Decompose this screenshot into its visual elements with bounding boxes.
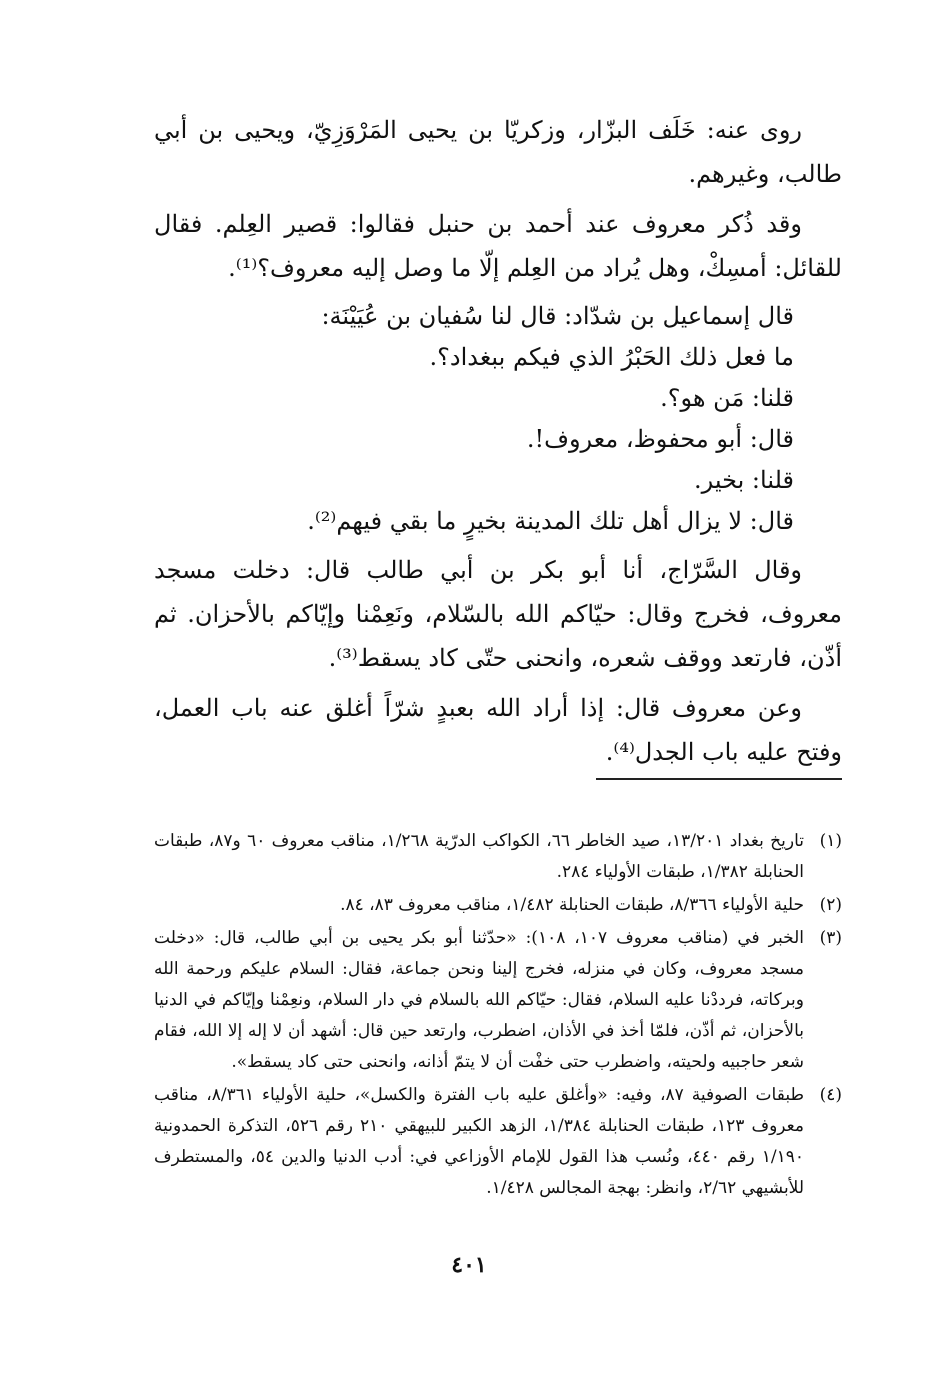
dialogue-line: قلنا: بخير. <box>694 466 794 494</box>
footnote <box>154 1080 842 1204</box>
paragraph-sarraj: وقال السَّرّاج، أنا أبو بكر بن أبي طالب قال: دخلت مسجد معروف، فخرج وقال: حيّاكم الله بالسّلام، ونَعِمْنا وإيّاكم بالأحزان. ثم أذّن، فارتعد ووقف شعره، وانحنى حتّى كاد يسقط⁽³⁾. <box>154 556 842 672</box>
main-text <box>154 108 842 780</box>
footnotes <box>154 826 842 1206</box>
footnote-number: (٣) <box>819 928 842 948</box>
dialogue-line: قال: لا يزال أهل تلك المدينة بخيرٍ ما بقي فيهم⁽²⁾. <box>307 507 794 535</box>
paragraph-narrators: روى عنه: خَلَف البزّار، وزكريّا بن يحيى المَرْوَزِيّ، ويحيى بن أبي طالب، وغيرهم. <box>154 116 842 188</box>
sufyan-dialogue <box>154 296 794 542</box>
paragraph-maruf-saying: وعن معروف قال: إذا أراد الله بعبدٍ شرّاً أغلق عنه باب العمل، وفتح عليه باب الجدل⁽⁴⁾. <box>154 694 842 766</box>
footnote-text: تاريخ بغداد ١٣/٢٠١، صيد الخاطر ٦٦، الكواكب الدرّية ١/٢٦٨، مناقب معروف ٦٠ و٨٧، طبقات الحنابلة ١/٣٨٢، طبقات الأولياء ٢٨٤. <box>154 831 805 882</box>
paragraph-ahmad-ibn-hanbal: وقد ذُكر معروف عند أحمد بن حنبل فقالوا: قصير العِلم. فقال للقائل: أمسِكْ، وهل يُراد من العِلم إلّا ما وصل إليه معروف؟⁽¹⁾. <box>154 210 842 282</box>
dialogue-line: قلنا: مَن هو؟. <box>660 384 794 412</box>
footnote <box>154 890 842 921</box>
footnote-separator <box>596 778 842 780</box>
dialogue-line: ما فعل ذلك الحَبْرُ الذي فيكم ببغداد؟. <box>429 343 794 371</box>
footnote-number: (٤) <box>819 1085 842 1105</box>
page-number: ٤٠١ <box>451 1252 487 1278</box>
footnote-text: حلية الأولياء ٨/٣٦٦، طبقات الحنابلة ١/٤٨٢، مناقب معروف ٨٣، ٨٤. <box>340 895 804 915</box>
footnote <box>154 826 842 888</box>
footnote <box>154 923 842 1078</box>
footnote-number: (١) <box>819 831 842 851</box>
footnote-text: الخبر في (مناقب معروف ١٠٧، ١٠٨): «حدّثنا أبو بكر يحيى بن أبي طالب، قال: «دخلت مسجد معروف، وكان في منزله، فخرج إلينا ونحن جماعة، فقال: السلام عليكم ورحمة الله وبركاته، فرددْنا عليه السلام، فقال: حيّاكم الله بالسلام في دار السلام، ونعِمْنا وإيّاكم في الدنيا بالأحزان، ثم أذّن، فلمّا أخذ في الأذان، اضطرب، وارتعد حين قال: أشهد أن لا إله إلا الله، فقام شعر حاجبيه ولحيته، واضطرب حتى خفْت أن لا يتمّ أذانه، وانحنى حتى كاد يسقط». <box>154 928 804 1072</box>
dialogue-line: قال إسماعيل بن شدّاد: قال لنا سُفيان بن عُيَيْنَة: <box>321 302 794 330</box>
dialogue-line: قال: أبو محفوظ، معروف!. <box>526 425 794 453</box>
footnote-number: (٢) <box>819 895 842 915</box>
footnote-text: طبقات الصوفية ٨٧، وفيه: «وأغلق عليه باب الفترة والكسل»، حلية الأولياء ٨/٣٦١، مناقب معروف ١٢٣، طبقات الحنابلة ١/٣٨٤، الزهد الكبير للبيهقي ٢١٠ رقم ٥٢٦، التذكرة الحمدونية ١/١٩٠ رقم ٤٤٠، ونُسب هذا القول للإمام الأوزاعي في: أدب الدنيا والدين ٥٤، والمستطرف للأبشيهي ٢/٦٢، وانظر: بهجة المجالس ١/٤٢٨. <box>154 1085 805 1198</box>
